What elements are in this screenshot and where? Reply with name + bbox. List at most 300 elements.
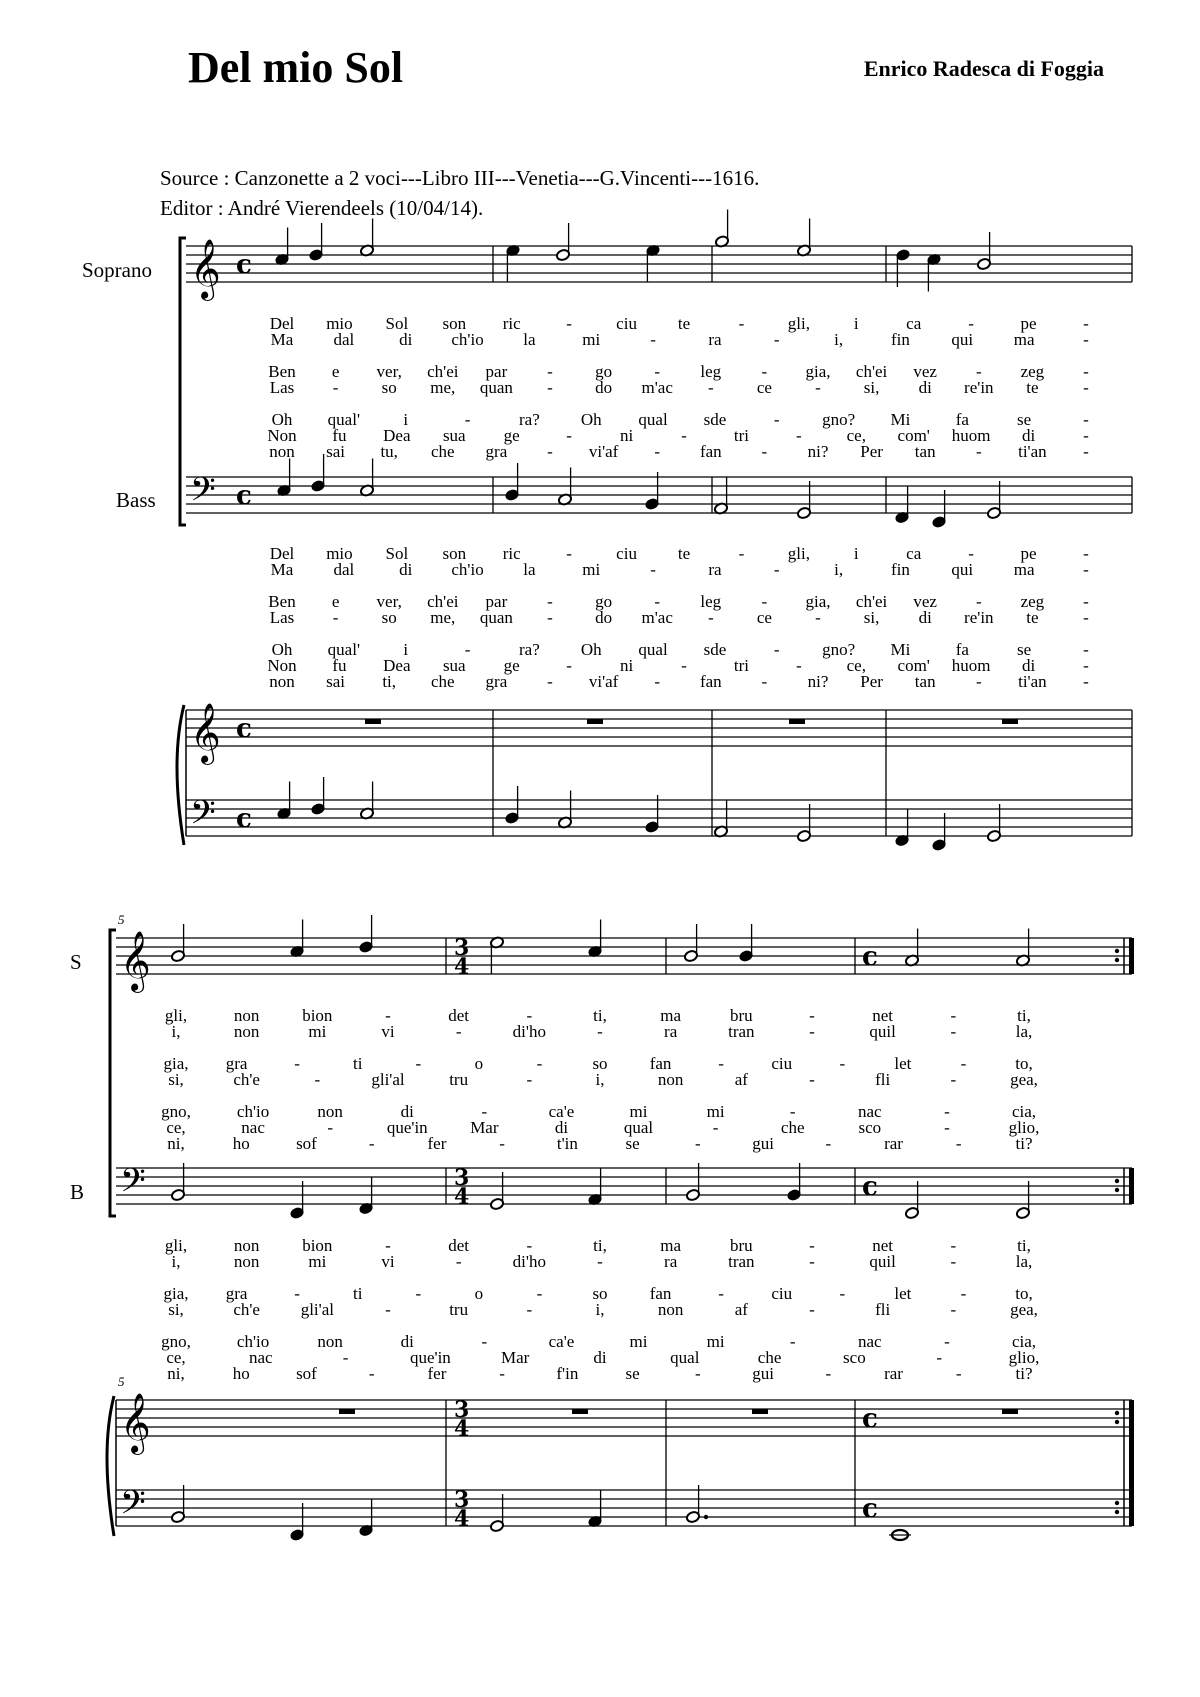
sys1-soprano-lyric-v3-syllable: Ben xyxy=(268,362,296,381)
sys1-bass-lyric-v1-syllable: - xyxy=(738,544,745,563)
sys1-bass-lyric-v1-syllable: mio xyxy=(326,544,353,563)
sys1-bass-lyric-v3-syllable: ch'ei xyxy=(855,592,888,611)
sys2-bass-lyric-v2-syllable: - xyxy=(455,1252,462,1271)
sys1-bass-lyric-v3-syllable: - xyxy=(547,592,553,611)
sys2-soprano-lyric-v1-syllable: non xyxy=(233,1006,260,1025)
sys1-soprano-lyric-v2-syllable: la xyxy=(523,330,536,349)
sys1-bass-lyric-v5-syllable: Oh xyxy=(271,640,293,659)
sys2-bass-lyric-v1-syllable: ti, xyxy=(1017,1236,1031,1255)
sys2-bass-lyric-v3-syllable: o xyxy=(474,1284,484,1303)
part-label-soprano: Soprano xyxy=(82,258,152,282)
sys2-soprano-lyric-v4-syllable: non xyxy=(657,1070,684,1089)
sys1-soprano-lyric-v7-syllable: tu, xyxy=(380,442,398,461)
sys1-soprano-lyric-v3-syllable: ch'ei xyxy=(427,362,459,381)
sys1-soprano-lyric-v7-syllable: ti'an xyxy=(1018,442,1047,461)
part-label-bass: Bass xyxy=(116,488,156,512)
sys1-bass-lyric-v5-syllable: - xyxy=(464,640,471,659)
sys2-soprano-lyric-v3-syllable: gia, xyxy=(163,1054,189,1073)
sys2-bass-lyric-v4-syllable: i, xyxy=(595,1300,605,1319)
sys2-soprano-lyric-v4-syllable: af xyxy=(734,1070,748,1089)
sys2-soprano-lyric-v3-syllable: - xyxy=(960,1054,967,1073)
sys1-bass-lyric-v6-syllable: com' xyxy=(897,656,930,675)
sys1-bass-lyric-v1-syllable: Del xyxy=(269,544,295,563)
sys2-bass-lyric-v3-syllable: - xyxy=(536,1284,543,1303)
sys1-soprano-lyric-v4-syllable: - xyxy=(707,378,714,397)
sys2-bass-lyric-v5-syllable: di xyxy=(400,1332,414,1351)
sys1-soprano-lyric-v5-syllable: qual xyxy=(638,410,668,429)
sys1-soprano-lyric-v3-syllable: par xyxy=(485,362,508,381)
sys1-bass-lyric-v3-syllable: par xyxy=(485,592,508,611)
sys1-soprano-lyric-v1-syllable: pe xyxy=(1020,314,1037,333)
sys2-bass-lyric-v7-syllable: fer xyxy=(427,1364,447,1383)
sys2-soprano-lyric-v3-syllable: - xyxy=(839,1054,846,1073)
repeat-dot xyxy=(1115,958,1119,962)
choir-bracket xyxy=(180,238,186,525)
sys2-bass-lyric-v2-syllable: mi xyxy=(308,1252,327,1271)
sys2-soprano-lyric-v1-syllable: - xyxy=(809,1006,815,1025)
repeat-dot xyxy=(1115,1188,1119,1192)
sys2-soprano-lyric-v5-syllable: ca'e xyxy=(548,1102,575,1121)
sys1-soprano-lyric-v7-syllable: vi'af xyxy=(588,442,619,461)
sys1-soprano-lyric-v5-syllable: sde xyxy=(703,410,727,429)
sys2-bass-lyric-v1-syllable: - xyxy=(385,1236,391,1255)
sys2-soprano-lyric-v6-syllable: - xyxy=(327,1118,334,1137)
sys2-soprano-lyric-v2-syllable: di'ho xyxy=(512,1022,546,1041)
sys1-bass-lyric-v6-syllable: tri xyxy=(733,656,749,675)
sys1-bass-lyric-v3-syllable: go xyxy=(595,592,613,611)
sys2-bass-lyric-v1-syllable: net xyxy=(872,1236,894,1255)
sys1-bass-lyric-v4-syllable: re'in xyxy=(964,608,994,627)
sys1-soprano-lyric-v2-syllable: mi xyxy=(582,330,601,349)
sys2-bass-lyric-v3-syllable: - xyxy=(415,1284,422,1303)
sys1-bass-lyric-v4-syllable: - xyxy=(815,608,821,627)
sys1-bass-lyric-v2-syllable: i, xyxy=(834,560,844,579)
sys2-soprano-lyric-v1-syllable: ti, xyxy=(1017,1006,1031,1025)
sys2-soprano-lyric-v6-syllable: - xyxy=(944,1118,950,1137)
piano-brace-2 xyxy=(107,1396,114,1536)
sys2-soprano-lyric-v2-syllable: quil xyxy=(869,1022,896,1041)
sys2-bass-lyric-v4-syllable: ch'e xyxy=(233,1300,260,1319)
sys2-soprano-lyric-v5-syllable: non xyxy=(317,1102,343,1121)
sys2-bass-lyric-v7-syllable: ti? xyxy=(1015,1364,1033,1383)
time-signature-common: c xyxy=(862,942,878,972)
sys1-bass-lyric-v5-syllable: ra? xyxy=(518,640,540,659)
sys2-soprano-lyric-v3-syllable: to, xyxy=(1015,1054,1033,1073)
sys1-bass-lyric-v3-syllable: gia, xyxy=(805,592,831,611)
sys1-soprano-lyric-v4-syllable: - xyxy=(547,378,553,397)
time-signature-top: 3 xyxy=(454,1487,470,1513)
sys1-soprano-lyric-v1-syllable: mio xyxy=(326,314,353,333)
time-signature-top: 3 xyxy=(454,935,470,961)
sys1-bass-lyric-v4-syllable: me, xyxy=(430,608,456,627)
sys2-bass-lyric-v4-syllable: af xyxy=(734,1300,748,1319)
sys1-soprano-lyric-v6-syllable: fu xyxy=(332,426,347,445)
sys2-soprano-lyric-v3-syllable: - xyxy=(536,1054,543,1073)
sys1-soprano-lyric-v2-syllable: - xyxy=(650,330,656,349)
sys2-soprano-lyric-v5-syllable: cia, xyxy=(1011,1102,1037,1121)
sys2-bass-lyric-v1-syllable: non xyxy=(233,1236,260,1255)
sys1-bass-lyric-v3-syllable: e xyxy=(331,592,340,611)
sys1-bass-lyric-v1-syllable: i xyxy=(853,544,859,563)
sys1-soprano-lyric-v4-syllable: me, xyxy=(430,378,456,397)
sys2-bass-lyric-v2-syllable: - xyxy=(597,1252,603,1271)
source-line: Source : Canzonette a 2 voci---Libro III---Venetia---G.Vincenti---1616. xyxy=(160,166,760,190)
sys2-soprano-lyric-v6-syllable: qual xyxy=(623,1118,654,1137)
sys1-soprano-lyric-v6-syllable: ge xyxy=(503,426,520,445)
sys2-soprano-lyric-v4-syllable: gea, xyxy=(1010,1070,1038,1089)
sys1-soprano-lyric-v6-syllable: Non xyxy=(267,426,297,445)
sys2-soprano-lyric-v3-syllable: - xyxy=(718,1054,724,1073)
sys2-soprano-lyric-v3-syllable: ciu xyxy=(771,1054,793,1073)
sys2-soprano-lyric-v7-syllable: t'in xyxy=(556,1134,578,1153)
sys1-bass-lyric-v5-syllable: sde xyxy=(703,640,727,659)
sys2-soprano-lyric-v5-syllable: mi xyxy=(629,1102,648,1121)
sys2-soprano-lyric-v4-syllable: ch'e xyxy=(233,1070,260,1089)
sys1-bass-lyric-v4-syllable: - xyxy=(332,608,339,627)
sys1-bass-lyric-v3-syllable: ch'ei xyxy=(427,592,459,611)
time-signature-common: c xyxy=(862,1172,878,1202)
piano-rest xyxy=(1002,719,1018,724)
piano-rest xyxy=(339,1409,355,1414)
sys2-soprano-lyric-v3-syllable: o xyxy=(474,1054,484,1073)
sys2-bass-lyric-v3-syllable: gra xyxy=(225,1284,248,1303)
sys1-soprano-lyric-v3-syllable: ch'ei xyxy=(855,362,888,381)
sys1-soprano-lyric-v5-syllable: - xyxy=(464,410,471,429)
sys2-soprano-lyric-v1-syllable: det xyxy=(448,1006,470,1025)
piano-rest xyxy=(752,1409,768,1414)
sys2-bass-lyric-v6-syllable: que'in xyxy=(409,1348,451,1367)
sys2-bass-lyric-v6-syllable: qual xyxy=(670,1348,700,1367)
sys2-bass-lyric-v5-syllable: ch'io xyxy=(236,1332,270,1351)
sys2-soprano-lyric-v7-syllable: ho xyxy=(232,1134,250,1153)
sys1-bass-lyric-v5-syllable: Mi xyxy=(890,640,911,659)
time-signature-common: c xyxy=(236,714,252,744)
sys2-soprano-lyric-v5-syllable: di xyxy=(400,1102,414,1121)
sys1-soprano-lyric-v3-syllable: - xyxy=(761,362,768,381)
sys1-bass-lyric-v7-syllable: Per xyxy=(860,672,883,691)
sys1-soprano-lyric-v4-syllable: so xyxy=(381,378,397,397)
sys1-bass-lyric-v6-syllable: ge xyxy=(503,656,520,675)
sys1-soprano-lyric-v7-syllable: - xyxy=(1083,442,1089,461)
sys1-soprano-lyric-v6-syllable: - xyxy=(796,426,802,445)
sys1-soprano-lyric-v6-syllable: huom xyxy=(951,426,991,445)
time-signature-bottom: 4 xyxy=(454,1416,470,1442)
sys2-soprano-lyric-v4-syllable: - xyxy=(950,1070,957,1089)
sys1-soprano-lyric-v2-syllable: ma xyxy=(1013,330,1035,349)
sys1-bass-lyric-v3-syllable: ver, xyxy=(376,592,402,611)
sys2-bass-lyric-v1-syllable: ti, xyxy=(593,1236,607,1255)
sys1-bass-lyric-v7-syllable: - xyxy=(761,672,768,691)
measure-number-piano: 5 xyxy=(118,1374,125,1389)
part-label-soprano-short: S xyxy=(70,950,82,974)
repeat-dot xyxy=(1115,1420,1119,1424)
sys1-bass-lyric-v2-syllable: ma xyxy=(1013,560,1035,579)
sys1-soprano-lyric-v4-syllable: - xyxy=(332,378,339,397)
time-signature-common: c xyxy=(862,1494,878,1524)
piano-rest xyxy=(572,1409,588,1414)
time-signature-common: c xyxy=(862,1404,878,1434)
sys1-soprano-lyric-v7-syllable: - xyxy=(547,442,553,461)
sys2-soprano-lyric-v7-syllable: - xyxy=(955,1134,962,1153)
sys1-soprano-lyric-v5-syllable: - xyxy=(1083,410,1089,429)
time-signature-common: c xyxy=(236,804,252,834)
sys2-soprano-lyric-v6-syllable: - xyxy=(712,1118,719,1137)
sys1-bass-lyric-v1-syllable: son xyxy=(442,544,467,563)
sys2-bass-lyric-v1-syllable: ma xyxy=(660,1236,682,1255)
treble-clef: 𝄞 xyxy=(120,1393,151,1453)
sys1-soprano-lyric-v3-syllable: e xyxy=(331,362,340,381)
sys1-soprano-lyric-v3-syllable: leg xyxy=(700,362,722,381)
time-signature-common: c xyxy=(236,481,252,511)
sys2-soprano-lyric-v6-syllable: ce, xyxy=(166,1118,186,1137)
sys2-bass-lyric-v4-syllable: - xyxy=(385,1300,391,1319)
sys1-soprano-lyric-v6-syllable: - xyxy=(1083,426,1089,445)
sys2-bass-lyric-v4-syllable: - xyxy=(526,1300,533,1319)
sys1-bass-lyric-v4-syllable: - xyxy=(1083,608,1089,627)
sys1-soprano-lyric-v1-syllable: ca xyxy=(906,314,922,333)
sys2-bass-lyric-v5-syllable: mi xyxy=(706,1332,725,1351)
sys1-bass-lyric-v3-syllable: leg xyxy=(700,592,722,611)
sys2-bass-lyric-v4-syllable: si, xyxy=(168,1300,184,1319)
sys1-bass-lyric-v2-syllable: fin xyxy=(891,560,910,579)
sys1-soprano-lyric-v7-syllable: gra xyxy=(485,442,508,461)
sys2-bass-lyric-v2-syllable: tran xyxy=(728,1252,755,1271)
sys1-bass-lyric-v4-syllable: Las xyxy=(269,608,295,627)
sys2-bass-lyric-v1-syllable: bion xyxy=(302,1236,333,1255)
sys2-bass-lyric-v3-syllable: ciu xyxy=(771,1284,793,1303)
sys2-bass-lyric-v4-syllable: non xyxy=(657,1300,684,1319)
sys2-bass-lyric-v7-syllable: se xyxy=(625,1364,640,1383)
sys2-bass-lyric-v1-syllable: - xyxy=(950,1236,957,1255)
sys1-soprano-lyric-v5-syllable: fa xyxy=(955,410,969,429)
sys2-soprano-lyric-v5-syllable: - xyxy=(481,1102,488,1121)
sys1-bass-lyric-v5-syllable: Oh xyxy=(580,640,602,659)
sys2-bass-lyric-v7-syllable: rar xyxy=(884,1364,903,1383)
sys1-bass-lyric-v6-syllable: Dea xyxy=(383,656,411,675)
sys2-bass-lyric-v4-syllable: gli'al xyxy=(300,1300,334,1319)
sys2-soprano-lyric-v2-syllable: - xyxy=(950,1022,957,1041)
sys1-soprano-lyric-v1-syllable: te xyxy=(677,314,691,333)
sys1-bass-lyric-v7-syllable: tan xyxy=(914,672,936,691)
piece-title: Del mio Sol xyxy=(188,43,404,92)
sys2-bass-lyric-v4-syllable: - xyxy=(950,1300,957,1319)
sys1-soprano-lyric-v1-syllable: Sol xyxy=(385,314,409,333)
sys1-soprano-lyric-v7-syllable: non xyxy=(269,442,295,461)
sys2-bass-lyric-v3-syllable: so xyxy=(592,1284,608,1303)
sys2-bass-lyric-v7-syllable: - xyxy=(825,1364,832,1383)
sys2-soprano-lyric-v2-syllable: i, xyxy=(171,1022,181,1041)
sys2-soprano-lyric-v2-syllable: la, xyxy=(1015,1022,1033,1041)
sys2-bass-lyric-v6-syllable: che xyxy=(757,1348,782,1367)
sys1-soprano-lyric-v3-syllable: - xyxy=(547,362,553,381)
sys2-bass-lyric-v3-syllable: - xyxy=(960,1284,967,1303)
sys1-bass-lyric-v2-syllable: ch'io xyxy=(451,560,484,579)
sys2-soprano-lyric-v7-syllable: - xyxy=(825,1134,832,1153)
sys2-soprano-lyric-v3-syllable: let xyxy=(894,1054,912,1073)
sys1-soprano-lyric-v4-syllable: te xyxy=(1026,378,1039,397)
sys1-bass-lyric-v3-syllable: vez xyxy=(913,592,937,611)
sys1-soprano-lyric-v7-syllable: ni? xyxy=(807,442,829,461)
sys1-bass-lyric-v5-syllable: - xyxy=(773,640,780,659)
sys2-bass-lyric-v5-syllable: mi xyxy=(629,1332,648,1351)
sys1-soprano-lyric-v4-syllable: - xyxy=(815,378,821,397)
sys2-soprano-lyric-v4-syllable: fli xyxy=(875,1070,891,1089)
sys2-soprano-lyric-v7-syllable: - xyxy=(499,1134,505,1153)
sys1-bass-lyric-v2-syllable: - xyxy=(773,560,780,579)
sys1-soprano-lyric-v1-syllable: gli, xyxy=(787,314,810,333)
sys2-soprano-lyric-v5-syllable: - xyxy=(944,1102,950,1121)
sys2-bass-lyric-v2-syllable: i, xyxy=(171,1252,181,1271)
sys2-soprano-lyric-v3-syllable: gra xyxy=(225,1054,248,1073)
sys1-soprano-lyric-v2-syllable: ra xyxy=(708,330,722,349)
sys2-bass-lyric-v3-syllable: - xyxy=(294,1284,300,1303)
sys1-bass-lyric-v2-syllable: Ma xyxy=(270,560,294,579)
sys2-soprano-lyric-v5-syllable: ch'io xyxy=(236,1102,270,1121)
sys2-soprano-lyric-v3-syllable: fan xyxy=(649,1054,672,1073)
sys1-soprano-lyric-v6-syllable: di xyxy=(1021,426,1036,445)
sys1-soprano-lyric-v4-syllable: quan xyxy=(479,378,513,397)
sys1-soprano-lyric-v7-syllable: tan xyxy=(914,442,936,461)
sys1-soprano-lyric-v1-syllable: ric xyxy=(502,314,521,333)
sys2-soprano-lyric-v6-syllable: que'in xyxy=(386,1118,428,1137)
sys2-bass-lyric-v1-syllable: - xyxy=(526,1236,533,1255)
time-signature-top: 3 xyxy=(454,1397,470,1423)
sys2-bass-lyric-v4-syllable: tru xyxy=(449,1300,469,1319)
sys1-bass-lyric-v3-syllable: - xyxy=(975,592,982,611)
sys2-bass-lyric-v6-syllable: nac xyxy=(249,1348,273,1367)
sys1-bass-lyric-v3-syllable: - xyxy=(761,592,768,611)
time-signature-top: 3 xyxy=(454,1165,470,1191)
sys1-soprano-lyric-v6-syllable: tri xyxy=(733,426,749,445)
sys1-bass-lyric-v6-syllable: Non xyxy=(267,656,297,675)
sys2-bass-lyric-v7-syllable: f'in xyxy=(556,1364,579,1383)
sys2-soprano-lyric-v3-syllable: ti xyxy=(352,1054,363,1073)
sys1-bass-lyric-v5-syllable: gno? xyxy=(822,640,856,659)
piano-brace xyxy=(177,705,184,845)
sys1-soprano-lyric-v5-syllable: Mi xyxy=(890,410,911,429)
sys1-soprano-lyric-v3-syllable: zeg xyxy=(1020,362,1045,381)
sys1-soprano-lyric-v2-syllable: - xyxy=(1083,330,1089,349)
sys2-soprano-lyric-v3-syllable: - xyxy=(294,1054,300,1073)
sys1-soprano-lyric-v2-syllable: ch'io xyxy=(451,330,484,349)
sys2-soprano-lyric-v1-syllable: ti, xyxy=(593,1006,607,1025)
sys1-bass-lyric-v2-syllable: mi xyxy=(582,560,601,579)
piano-rest xyxy=(789,719,805,724)
sys1-soprano-lyric-v7-syllable: che xyxy=(431,442,455,461)
sys1-soprano-lyric-v6-syllable: ce, xyxy=(846,426,866,445)
sys2-soprano-lyric-v3-syllable: so xyxy=(592,1054,608,1073)
sys2-bass-lyric-v5-syllable: - xyxy=(944,1332,950,1351)
measure-number: 5 xyxy=(118,912,125,927)
sys1-bass-lyric-v6-syllable: sua xyxy=(442,656,466,675)
sys2-soprano-lyric-v1-syllable: bion xyxy=(302,1006,333,1025)
sys1-bass-lyric-v3-syllable: - xyxy=(1083,592,1089,611)
sys1-soprano-lyric-v3-syllable: ver, xyxy=(376,362,402,381)
sys2-soprano-lyric-v4-syllable: gli'al xyxy=(371,1070,405,1089)
sys2-bass-lyric-v3-syllable: to, xyxy=(1015,1284,1033,1303)
sys2-bass-lyric-v5-syllable: nac xyxy=(858,1332,882,1351)
sys2-soprano-lyric-v2-syllable: mi xyxy=(308,1022,327,1041)
sys2-soprano-lyric-v1-syllable: - xyxy=(385,1006,391,1025)
sys1-soprano-lyric-v1-syllable: - xyxy=(1083,314,1089,333)
sys2-bass-lyric-v6-syllable: di xyxy=(593,1348,607,1367)
sys2-soprano-lyric-v5-syllable: nac xyxy=(858,1102,882,1121)
sys2-bass-lyric-v7-syllable: - xyxy=(368,1364,375,1383)
sys1-bass-lyric-v7-syllable: non xyxy=(269,672,295,691)
sys1-bass-lyric-v5-syllable: qual xyxy=(638,640,668,659)
sys1-bass-lyric-v6-syllable: di xyxy=(1021,656,1036,675)
sys1-soprano-lyric-v4-syllable: do xyxy=(595,378,613,397)
editor-line: Editor : André Vierendeels (10/04/14). xyxy=(160,196,484,220)
sys1-bass-lyric-v4-syllable: so xyxy=(381,608,397,627)
sys2-soprano-lyric-v3-syllable: - xyxy=(415,1054,422,1073)
sys1-soprano-lyric-v1-syllable: Del xyxy=(269,314,295,333)
sys1-bass-lyric-v7-syllable: - xyxy=(1083,672,1089,691)
sys1-bass-lyric-v1-syllable: Sol xyxy=(385,544,409,563)
bass-clef: 𝄢 xyxy=(120,1162,146,1208)
sys2-bass-lyric-v5-syllable: - xyxy=(789,1332,796,1351)
sys2-soprano-lyric-v1-syllable: bru xyxy=(729,1006,753,1025)
part-label-bass-short: B xyxy=(70,1180,85,1204)
sys1-soprano-lyric-v5-syllable: i xyxy=(403,410,409,429)
sys2-bass-lyric-v4-syllable: gea, xyxy=(1010,1300,1038,1319)
sys1-soprano-lyric-v3-syllable: vez xyxy=(913,362,937,381)
sys1-bass-lyric-v6-syllable: - xyxy=(796,656,802,675)
sys2-bass-lyric-v1-syllable: det xyxy=(448,1236,470,1255)
sys2-bass-lyric-v7-syllable: - xyxy=(955,1364,962,1383)
sys1-bass-lyric-v4-syllable: - xyxy=(707,608,714,627)
sys2-bass-lyric-v3-syllable: gia, xyxy=(163,1284,189,1303)
sys1-bass-lyric-v6-syllable: huom xyxy=(951,656,991,675)
sys2-bass-lyric-v5-syllable: non xyxy=(317,1332,343,1351)
composer-name: Enrico Radesca di Foggia xyxy=(863,56,1104,81)
sys1-bass-lyric-v7-syllable: che xyxy=(431,672,455,691)
sys1-soprano-lyric-v5-syllable: se xyxy=(1017,410,1032,429)
sys1-soprano-lyric-v1-syllable: - xyxy=(968,314,974,333)
sys2-soprano-lyric-v4-syllable: i, xyxy=(595,1070,605,1089)
sys1-soprano-lyric-v3-syllable: - xyxy=(654,362,661,381)
sys2-soprano-lyric-v7-syllable: se xyxy=(625,1134,640,1153)
sys1-soprano-lyric-v4-syllable: m'ac xyxy=(641,378,673,397)
sys1-bass-lyric-v4-syllable: - xyxy=(547,608,553,627)
sys2-bass-lyric-v5-syllable: cia, xyxy=(1011,1332,1037,1351)
sys1-soprano-lyric-v3-syllable: gia, xyxy=(805,362,831,381)
final-thick-barline xyxy=(1129,1400,1134,1526)
sys1-soprano-lyric-v7-syllable: sai xyxy=(326,442,346,461)
sys2-bass-lyric-v5-syllable: gno, xyxy=(161,1332,191,1351)
repeat-dot xyxy=(1115,1411,1119,1415)
sys2-bass-lyric-v6-syllable: glio, xyxy=(1008,1348,1040,1367)
final-thick-barline xyxy=(1129,1168,1134,1204)
sys1-soprano-lyric-v2-syllable: di xyxy=(399,330,413,349)
sys1-bass-lyric-v4-syllable: quan xyxy=(479,608,513,627)
sys2-soprano-lyric-v2-syllable: ra xyxy=(664,1022,678,1041)
sys1-bass-lyric-v1-syllable: ciu xyxy=(616,544,637,563)
sys1-soprano-lyric-v4-syllable: Las xyxy=(269,378,295,397)
sys1-bass-lyric-v4-syllable: ce xyxy=(756,608,772,627)
sys2-bass-lyric-v2-syllable: la, xyxy=(1015,1252,1033,1271)
sys2-bass-lyric-v2-syllable: quil xyxy=(869,1252,896,1271)
sys2-soprano-lyric-v2-syllable: - xyxy=(809,1022,815,1041)
sys1-soprano-lyric-v7-syllable: - xyxy=(654,442,661,461)
sys1-soprano-lyric-v4-syllable: si, xyxy=(863,378,880,397)
sys2-bass-lyric-v6-syllable: - xyxy=(936,1348,943,1367)
sys1-bass-lyric-v7-syllable: - xyxy=(654,672,661,691)
time-signature-common: c xyxy=(236,250,252,280)
sys1-bass-lyric-v6-syllable: - xyxy=(566,656,572,675)
sys2-soprano-lyric-v1-syllable: ma xyxy=(660,1006,682,1025)
sys2-bass-lyric-v5-syllable: ca'e xyxy=(548,1332,575,1351)
